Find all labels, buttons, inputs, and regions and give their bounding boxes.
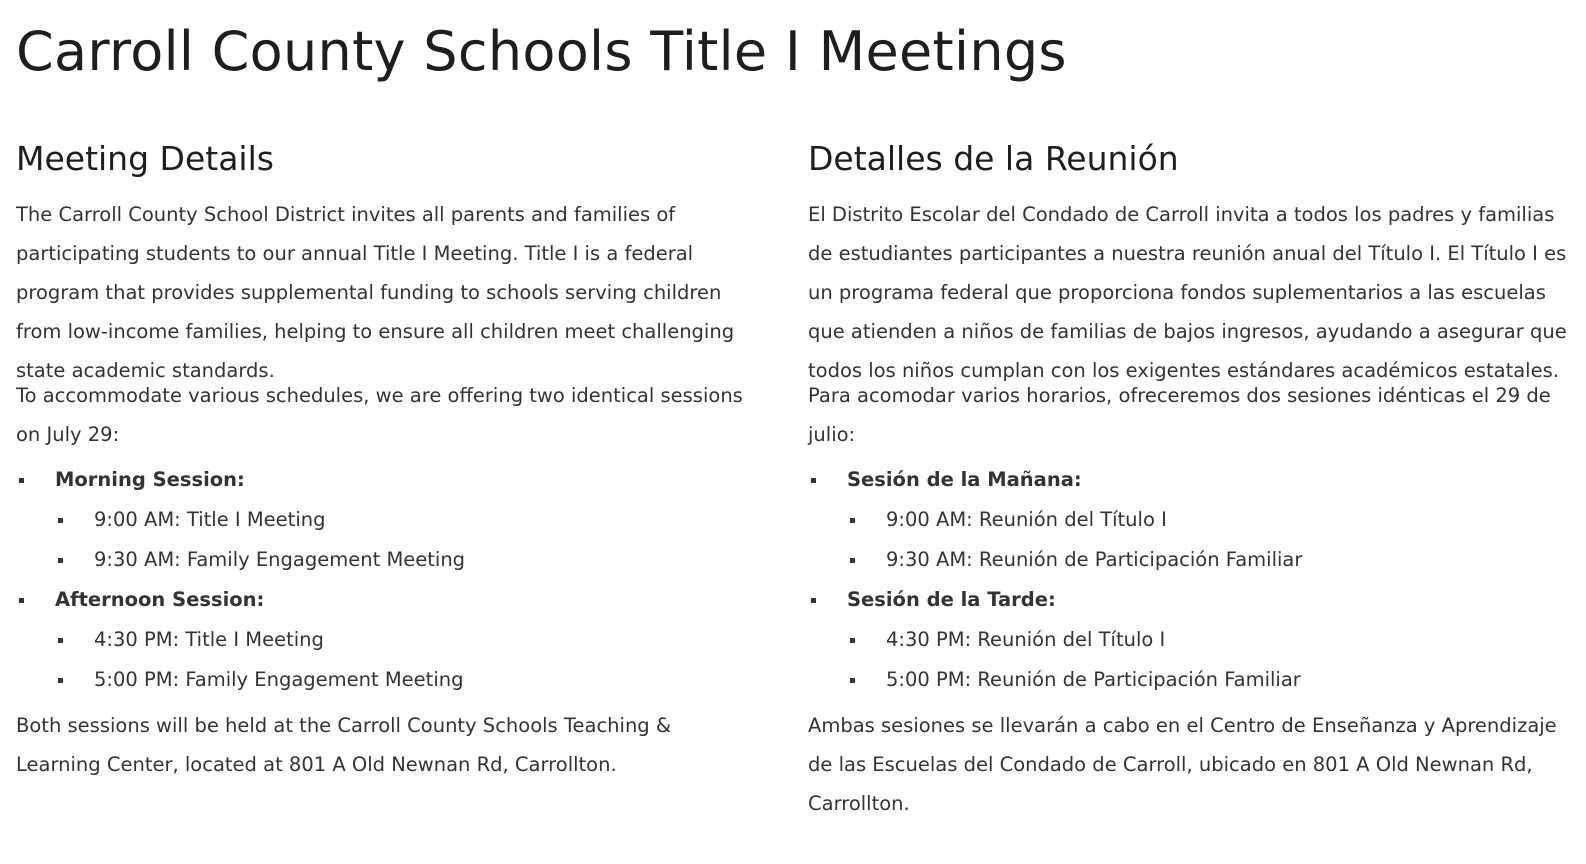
session-item-afternoon (16, 580, 756, 700)
schedule-text: 9:30 AM: Family Engagement Meeting (94, 548, 466, 571)
location-paragraph: Ambas sesiones se llevarán a cabo en el Centro de Enseñanza y Aprendizaje de las Escuelas del Condado de Carroll, ubicado en 801 A Old Newnan Rd, Carrollton. (808, 714, 1557, 815)
session-schedule (847, 620, 1568, 700)
session-name: Afternoon Session: (55, 588, 265, 611)
schedule-item (847, 620, 1568, 660)
schedule-item (847, 540, 1568, 580)
location-paragraph: Both sessions will be held at the Carroll County Schools Teaching & Learning Center, located at 801 A Old Newnan Rd, Carrollton. (16, 714, 672, 776)
session-name: Sesión de la Mañana: (847, 468, 1082, 491)
session-item-morning (16, 460, 756, 580)
session-name: Morning Session: (55, 468, 245, 491)
sessions-list (16, 460, 756, 700)
square-bullet-icon (58, 558, 63, 563)
square-bullet-icon (58, 518, 63, 523)
square-bullet-icon (58, 638, 63, 643)
square-bullet-icon (850, 518, 855, 523)
square-bullet-icon (850, 638, 855, 643)
session-name: Sesión de la Tarde: (847, 588, 1056, 611)
page-title: Carroll County Schools Title I Meetings (16, 20, 1067, 83)
schedule-text: 5:00 PM: Reunión de Participación Familiar (886, 668, 1301, 691)
session-schedule (55, 500, 756, 580)
schedule-item (55, 540, 756, 580)
meeting-details-english (16, 138, 756, 784)
schedule-item (55, 660, 756, 700)
schedule-item (55, 620, 756, 660)
schedule-item (55, 500, 756, 540)
schedule-item (847, 500, 1568, 540)
session-item-morning (808, 460, 1568, 580)
schedule-text: 4:30 PM: Title I Meeting (94, 628, 324, 651)
sessions-list (808, 460, 1568, 700)
schedule-note: Para acomodar varios horarios, ofreceremos dos sesiones idénticas el 29 de julio: (808, 384, 1551, 446)
square-bullet-icon (19, 478, 24, 483)
section-heading: Meeting Details (16, 139, 274, 178)
schedule-item (847, 660, 1568, 700)
square-bullet-icon (58, 678, 63, 683)
schedule-text: 9:00 AM: Title I Meeting (94, 508, 326, 531)
intro-paragraph: El Distrito Escolar del Condado de Carroll invita a todos los padres y familias de estudiantes participantes a nuestra reunión anual del Título I. El Título I es un programa federal que proporciona fondos suplementarios a las escuelas que atienden a niños de familias de bajos ingresos, ayudando a asegurar que todos los niños cumplan con los exigentes estándares académicos estatales. (808, 203, 1567, 382)
session-schedule (55, 620, 756, 700)
session-item-afternoon (808, 580, 1568, 700)
square-bullet-icon (811, 598, 816, 603)
square-bullet-icon (850, 678, 855, 683)
schedule-note: To accommodate various schedules, we are offering two identical sessions on July 29: (16, 384, 743, 446)
square-bullet-icon (850, 558, 855, 563)
schedule-text: 5:00 PM: Family Engagement Meeting (94, 668, 464, 691)
square-bullet-icon (811, 478, 816, 483)
square-bullet-icon (19, 598, 24, 603)
section-heading: Detalles de la Reunión (808, 139, 1179, 178)
schedule-text: 9:00 AM: Reunión del Título I (886, 508, 1167, 531)
meeting-details-spanish (808, 138, 1568, 823)
schedule-text: 4:30 PM: Reunión del Título I (886, 628, 1166, 651)
session-schedule (847, 500, 1568, 580)
intro-paragraph: The Carroll County School District invites all parents and families of participating students to our annual Title I Meeting. Title I is a federal program that provides supplemental funding to schools serving children from low-income families, helping to ensure all children meet challenging state academic standards. (16, 203, 735, 382)
schedule-text: 9:30 AM: Reunión de Participación Familiar (886, 548, 1303, 571)
